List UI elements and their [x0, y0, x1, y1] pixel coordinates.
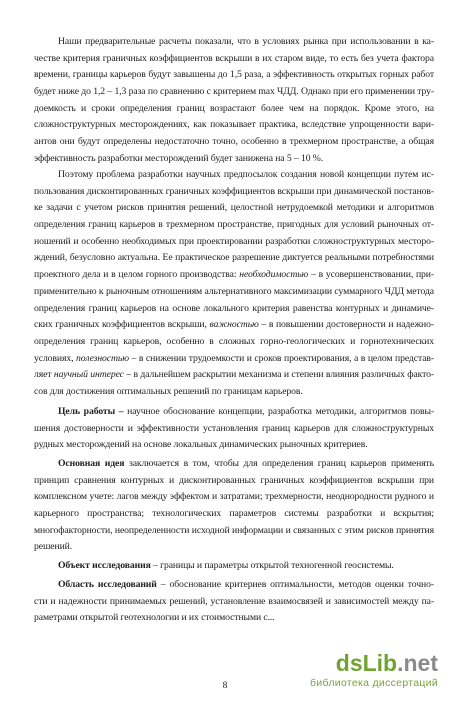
text-line	[34, 367, 434, 384]
text-line	[34, 577, 434, 594]
section-label: Объект исследования	[58, 560, 151, 571]
text-line: сов для достижения оптимальных решений по границам карьеров.	[34, 385, 303, 397]
text-line: применительно к рыночным отношениям альтернативного максимизации суммарного ЧДД метода	[34, 285, 434, 297]
text-line: антов они будут определены недостаточно точно, особенно в трехмерном пространстве, а общая	[34, 136, 434, 148]
text-line: раметрами открытой геотехнологии и их стоимостными с...	[34, 612, 275, 624]
section-label: Основная идея	[58, 458, 125, 469]
page-number: 8	[222, 681, 228, 691]
paragraph-relevance	[34, 167, 434, 401]
text-segment: – обоснование критериев оптимальности, методов оценки точно-	[156, 579, 434, 590]
text-line	[34, 351, 434, 368]
watermark-subtitle: библиотека диссертаций	[310, 677, 438, 689]
text-segment: – в повышении достоверности и надежно-	[258, 319, 434, 331]
watermark-logo	[278, 650, 438, 676]
text-segment: научное обоснование концепции, разработка методики, алгоритмов повы-	[123, 406, 434, 417]
text-line: доемкость и сроки определения границ возрастают более чем на порядок. Кроме этого, на	[34, 102, 434, 114]
text-segment: – границы и параметры открытой техногенной геосистемы.	[150, 560, 394, 571]
text-line: многофакторности, неопределенности исходной информации и связанных с этим рисков принятия	[34, 524, 434, 536]
emphasis-term: необходимостью	[239, 269, 309, 281]
watermark-logo-tld: .net	[397, 650, 438, 676]
text-line: времени, границы карьеров будут завышены до 1,5 раза, а эффективность открытых горных работ	[34, 69, 434, 81]
text-line: карьерного пространства; технологических параметров системы разработки и вскрытия;	[34, 508, 434, 520]
text-segment: – в дальнейшем раскрытии механизма и степени влияния различных факто-	[123, 369, 434, 381]
text-line	[34, 317, 434, 334]
emphasis-term: важностью	[209, 319, 259, 331]
paragraph-intro	[34, 34, 434, 168]
text-line: Наши предварительные расчеты показали, что в условиях рынка при использовании в ка-	[58, 36, 434, 47]
text-line: эффективность разработки месторождений будет занижена на 5 – 10 %.	[34, 152, 324, 164]
text-line: ждений, безусловно актуальна. Ее практическое разрешение диктуется реальными потребностями	[34, 252, 434, 264]
text-segment: ских граничных коэффициентов вскрыши,	[34, 319, 207, 331]
text-line: определения границ карьеров в трехмерном пространстве, пригодных для условий рыночных от-	[34, 219, 434, 231]
text-line: решений.	[34, 541, 73, 553]
text-segment: проектного дела и в целом горного производства:	[34, 269, 237, 281]
text-line: шения достоверности и эффективности установления границ карьеров для сложноструктурных	[34, 422, 434, 434]
text-line: ношений и особенно необходимых при проектировании разработки сложноструктурных месторо-	[34, 235, 434, 247]
text-line: рудных месторождений на основе локальных динамических рыночных критериев.	[34, 439, 368, 451]
text-segment: – в усовершенствовании, при-	[308, 269, 434, 281]
text-segment: заключается в том, чтобы для определения границ карьеров применять	[124, 458, 434, 469]
text-line: принцип сравнения контурных и дисконтированных граничных коэффициентов вскрыши при	[34, 474, 434, 486]
text-line: пользования дисконтированных граничных коэффициентов вскрыши при динамической постанов-	[34, 185, 434, 197]
paragraph-area	[34, 577, 434, 627]
emphasis-term: научный интерес	[53, 369, 124, 381]
text-line	[34, 456, 434, 473]
text-line: сложноструктурных месторождениях, как показывает практика, вследствие упрощенности вари-	[34, 119, 434, 131]
emphasis-term: полезностью	[75, 352, 129, 364]
text-line: будет ниже до 1,2 – 1,3 раза по сравнению с критерием max ЧДД. Однако при его применении тру-	[34, 86, 434, 98]
watermark	[278, 650, 438, 698]
section-label: Область исследований	[58, 579, 157, 590]
paragraph-goal	[34, 404, 434, 454]
text-line: честве критерия граничных коэффициентов вскрыши в их старом виде, то есть без учета фактора	[34, 52, 434, 64]
text-segment: условиях,	[34, 352, 74, 364]
paragraph-idea	[34, 456, 434, 556]
paragraph-object	[34, 558, 434, 575]
text-segment: – в снижении трудоемкости и сроков проектирования, а в целом представ-	[128, 352, 434, 364]
text-line: Поэтому проблема разработки научных предпосылок создания новой концепции путем ис-	[58, 169, 434, 180]
text-line: определения границ карьеров на основе локального критерия равенства контурных и динамиче-	[34, 302, 434, 314]
text-line: сти и надежности принимаемых решений, установление взаимосвязей и зависимостей между па-	[34, 595, 434, 607]
text-line: определения границ карьеров, особенно в сложных горно-геологических и горнотехнических	[34, 335, 434, 347]
section-label: Цель работы –	[58, 406, 124, 417]
text-segment: ляет	[34, 369, 52, 381]
text-line: комплексном учете: лагов между эффектом и затратами; трехмерности, неоднородности рудного и	[34, 491, 434, 503]
text-line	[34, 558, 434, 575]
text-line	[34, 267, 434, 284]
watermark-logo-main: dsLib	[335, 650, 398, 676]
text-line	[34, 404, 434, 421]
text-line: ке задачи с учетом рисков принятия решений, целостной нетрудоемкой методики и алгоритмов	[34, 202, 434, 214]
